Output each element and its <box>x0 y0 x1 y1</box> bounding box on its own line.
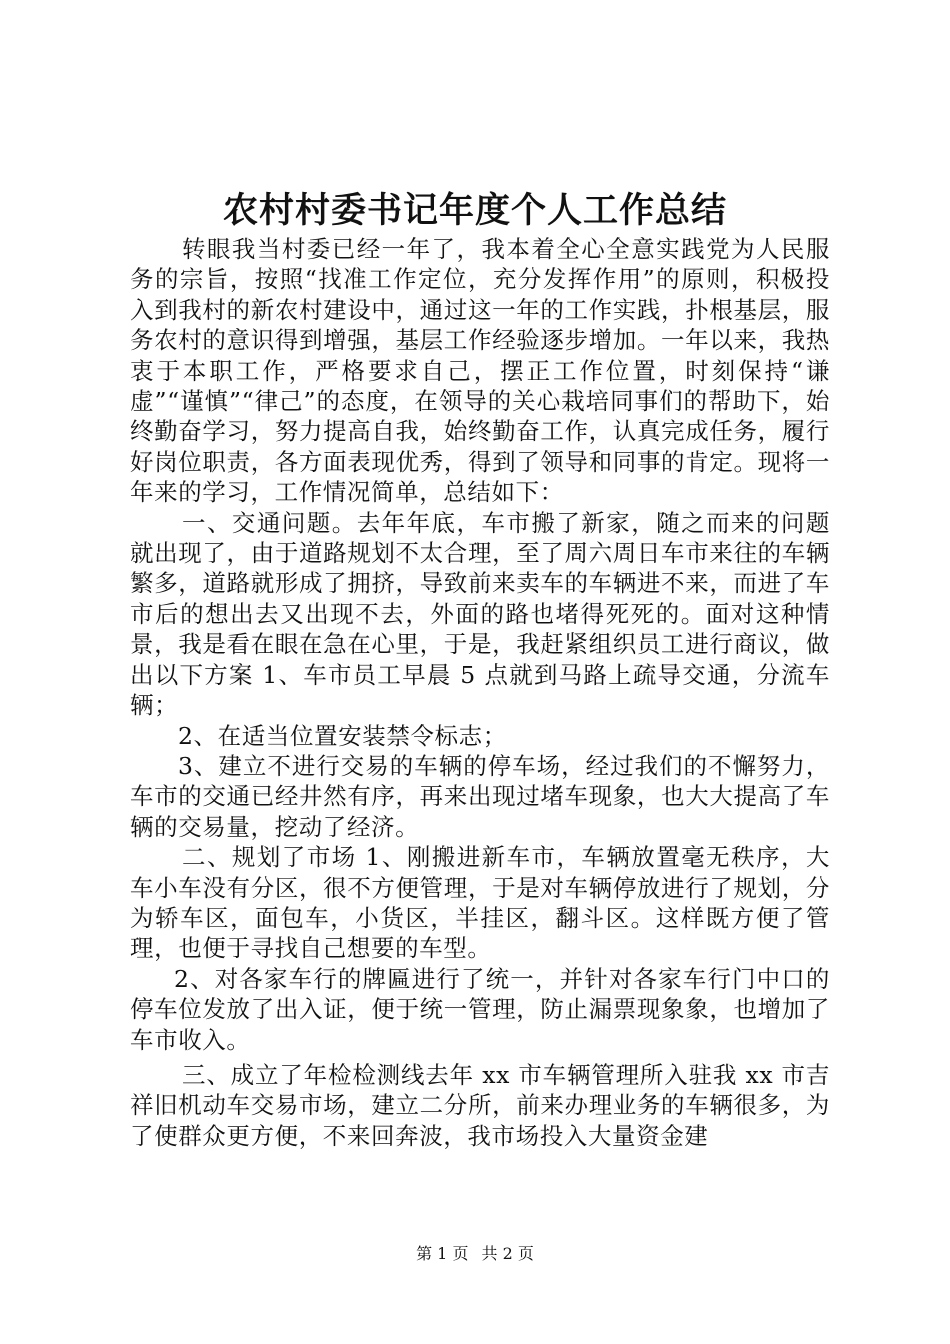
paragraph-intro: 转眼我当村委已经一年了，我本着全心全意实践党为人民服务的宗旨，按照“找准工作定位，充分发挥作用”的原则，积极投入到我村的新农村建设中，通过这一年的工作实践，扑根基层，服务农村的意识得到增强，基层工作经验逐步增加。一年以来，我热衷于本职工作，严格要求自己，摆正工作位置，时刻保持“谦虚”“谨慎”“律己”的态度，在领导的关心栽培同事们的帮助下，始终勤奋学习，努力提高自我，始终勤奋工作，认真完成任务，履行好岗位职责，各方面表现优秀，得到了领导和同事的肯定。现将一年来的学习，工作情况简单，总结如下： <box>130 235 830 507</box>
page-total: 共 2 页 <box>481 1244 534 1263</box>
paragraph-traffic-item-2: 2、在适当位置安装禁令标志； <box>178 721 507 750</box>
paragraph-market-plan: 二、规划了市场 1、刚搬进新车市，车辆放置毫无秩序，大车小车没有分区，很不方便管理，于是对车辆停放进行了规划，分为轿车区，面包车，小货区，半挂区，翻斗区。这样既方便了管理，也便于寻找自己想要的车型。 <box>130 843 830 963</box>
paragraph-inspection-line: 三、成立了年检检测线去年 xx 市车辆管理所入驻我 xx 市吉祥旧机动车交易市场，建立二分所，前来办理业务的车辆很多，为了使群众更方便，不来回奔波，我市场投入大量资金建 <box>130 1060 830 1150</box>
document-title: 农村村委书记年度个人工作总结 <box>222 190 727 231</box>
document-body <box>130 234 830 1151</box>
paragraph-traffic-item-3: 3、建立不进行交易的车辆的停车场，经过我们的不懈努力，车市的交通已经井然有序，再来出现过堵车现象，也大大提高了车辆的交易量，挖动了经济。 <box>130 751 830 841</box>
page-footer <box>0 1244 950 1264</box>
paragraph-traffic: 一、交通问题。去年年底，车市搬了新家，随之而来的问题就出现了，由于道路规划不太合理，至了周六周日车市来往的车辆繁多，道路就形成了拥挤，导致前来卖车的车辆进不来，而进了车市后的想出去又出现不去，外面的路也堵得死死的。面对这种情景，我是看在眼在急在心里，于是，我赶紧组织员工进行商议，做出以下方案 1、车市员工早晨 5 点就到马路上疏导交通，分流车辆； <box>130 508 830 720</box>
page-number: 第 1 页 <box>416 1244 469 1263</box>
paragraph-market-item-2: 2、对各家车行的牌匾进行了统一，并针对各家车行门中口的停车位发放了出入证，便于统一管理，防止漏票现象象，也增加了车市收入。 <box>130 964 830 1054</box>
